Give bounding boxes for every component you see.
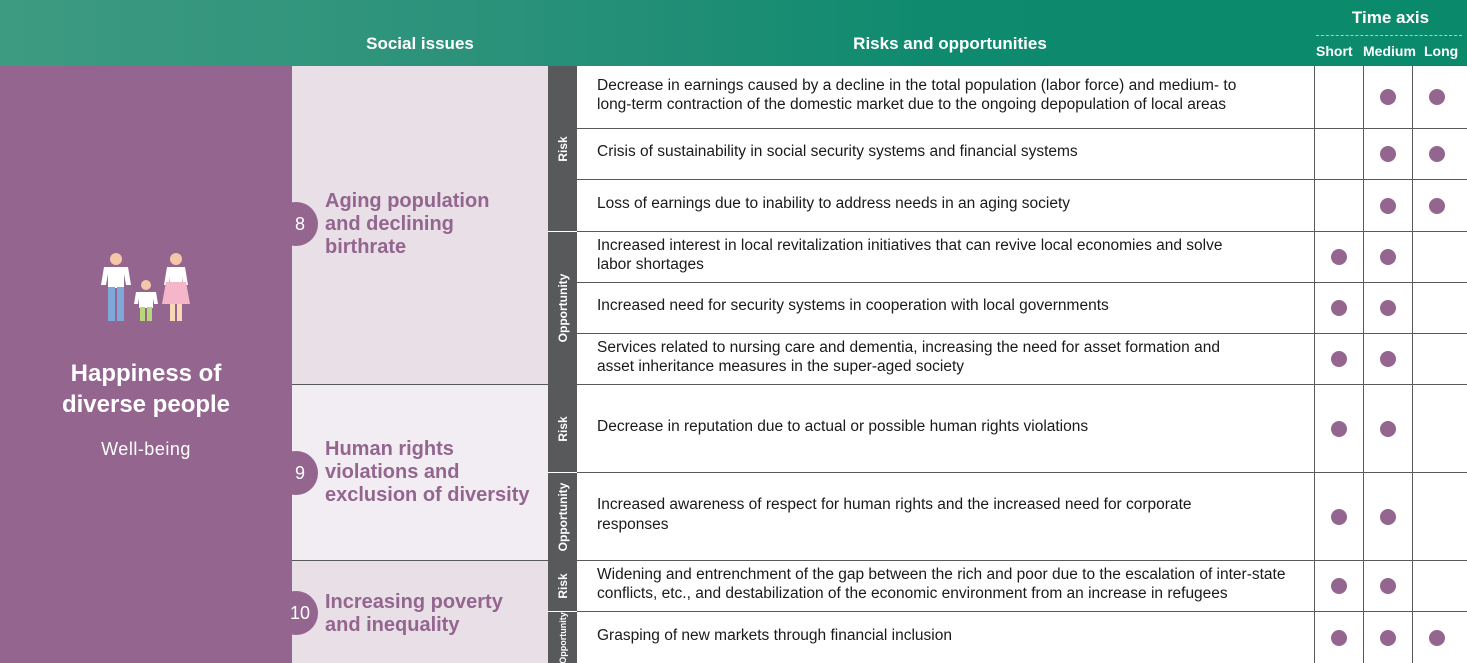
theme-panel <box>0 66 292 663</box>
time-cell-long <box>1412 232 1413 282</box>
time-cell-long <box>1412 66 1413 128</box>
opportunity-tag <box>548 473 577 560</box>
row-text <box>597 142 1302 162</box>
risk-label: Risk <box>555 135 570 162</box>
timeframe-dot-long <box>1429 89 1445 105</box>
issue-title-line: Increasing poverty <box>325 591 503 613</box>
family-icon <box>96 252 196 326</box>
risk-opportunity-row <box>577 283 1467 333</box>
timeframe-dot-short <box>1331 351 1347 367</box>
issue-title-line: Aging population <box>325 190 490 212</box>
time-cell-medium <box>1363 129 1364 179</box>
timeframe-dot-medium <box>1380 89 1396 105</box>
time-cell-short <box>1314 385 1315 472</box>
timeframe-dot-long <box>1429 630 1445 646</box>
risk-opportunity-row <box>577 66 1467 128</box>
issue-number: 8 <box>274 202 318 246</box>
row-text-line: Increased awareness of respect for human rights and the increased need for corporate <box>597 496 1192 513</box>
risk-opportunity-row <box>577 129 1467 179</box>
risk-opportunity-row <box>577 180 1467 231</box>
time-cell-long <box>1412 561 1413 611</box>
time-cell-short <box>1314 612 1315 663</box>
timeframe-dot-medium <box>1380 421 1396 437</box>
risk-opportunity-row <box>577 561 1467 611</box>
issue-title-line: and declining <box>325 213 454 235</box>
time-cell-medium <box>1363 66 1364 128</box>
row-text-line: labor shortages <box>597 256 704 273</box>
risk-label: Risk <box>555 415 570 442</box>
row-text-line: long-term contraction of the domestic market due to the ongoing depopulation of local areas <box>597 96 1226 113</box>
header-short: Short <box>1316 43 1353 59</box>
risk-opportunity-row <box>577 334 1467 384</box>
time-cell-medium <box>1363 180 1364 231</box>
timeframe-dot-short <box>1331 300 1347 316</box>
row-text <box>597 236 1302 275</box>
row-text <box>597 296 1302 316</box>
header-risks-and-opportunities: Risks and opportunities <box>853 34 1047 53</box>
opportunity-label: Opportunity <box>555 482 570 551</box>
risk-opportunity-row <box>577 385 1467 472</box>
issue-title-line: birthrate <box>325 236 407 258</box>
theme-subtitle: Well-being <box>101 439 191 459</box>
row-text <box>597 626 1302 646</box>
timeframe-dot-medium <box>1380 146 1396 162</box>
time-cell-short <box>1314 561 1315 611</box>
opportunity-tag <box>548 612 577 663</box>
timeframe-dot-medium <box>1380 630 1396 646</box>
risk-tag <box>548 561 577 611</box>
header-time-axis: Time axis <box>1351 8 1430 27</box>
time-cell-short <box>1314 66 1315 128</box>
table-header <box>0 0 1467 66</box>
row-text-line: asset inheritance measures in the super-aged society <box>597 358 965 375</box>
issue-9 <box>292 385 548 560</box>
time-cell-long <box>1412 334 1413 384</box>
time-cell-short <box>1314 180 1315 231</box>
timeframe-dot-medium <box>1380 578 1396 594</box>
timeframe-dot-long <box>1429 198 1445 214</box>
issue-number: 10 <box>274 591 318 635</box>
row-text-line: Crisis of sustainability in social security systems and financial systems <box>597 143 1078 161</box>
risk-tag <box>548 385 577 472</box>
timeframe-dot-short <box>1331 421 1347 437</box>
time-cell-short <box>1314 283 1315 333</box>
timeframe-dot-medium <box>1380 351 1396 367</box>
time-cell-long <box>1412 283 1413 333</box>
row-text-line: Increased interest in local revitalization initiatives that can revive local economies and solve <box>597 236 1223 254</box>
time-cell-medium <box>1363 334 1364 384</box>
row-text-line: Loss of earnings due to inability to address needs in an aging society <box>597 194 1071 212</box>
time-cell-medium <box>1363 561 1364 611</box>
opportunity-tag <box>548 232 577 384</box>
time-cell-long <box>1412 180 1413 231</box>
timeframe-dot-medium <box>1380 509 1396 525</box>
row-text-line: Decrease in earnings caused by a decline in the total population (labor force) and medium- to <box>597 76 1237 94</box>
timeframe-dot-medium <box>1380 249 1396 265</box>
issue-number: 9 <box>274 451 318 495</box>
opportunity-label: Opportunity <box>555 273 570 343</box>
row-text <box>597 565 1302 604</box>
time-cell-medium <box>1363 385 1364 472</box>
row-text <box>597 76 1302 115</box>
time-cell-short <box>1314 129 1315 179</box>
timeframe-dot-medium <box>1380 300 1396 316</box>
timeframe-dot-short <box>1331 630 1347 646</box>
issue-8 <box>292 66 548 384</box>
risk-opportunity-row <box>577 612 1467 663</box>
row-text-line: Increased need for security systems in cooperation with local governments <box>597 297 1109 315</box>
issue-title <box>325 190 545 259</box>
theme-title-line: diverse people <box>61 391 231 418</box>
row-text-line: Widening and entrenchment of the gap between the rich and poor due to the escalation of inter-state <box>597 565 1286 583</box>
timeframe-dot-short <box>1331 578 1347 594</box>
opportunity-label: Opportunity <box>557 611 568 663</box>
row-text-line: Decrease in reputation due to actual or possible human rights violations <box>597 417 1089 435</box>
row-text <box>597 338 1302 377</box>
header-medium: Medium <box>1363 43 1416 59</box>
time-cell-medium <box>1363 283 1364 333</box>
time-cell-long <box>1412 129 1413 179</box>
time-cell-medium <box>1363 232 1364 282</box>
row-text-line: Grasping of new markets through financial inclusion <box>597 626 952 644</box>
time-cell-medium <box>1363 612 1364 663</box>
issue-title-line: Human rights <box>325 438 454 460</box>
row-text-line: Services related to nursing care and dementia, increasing the need for asset formation and <box>597 338 1220 356</box>
row-text <box>597 495 1302 534</box>
header-long: Long <box>1424 43 1459 59</box>
timeframe-dot-short <box>1331 249 1347 265</box>
row-text <box>597 194 1302 214</box>
row-text-line: conflicts, etc., and destabilization of the economic environment from an increase in refugees <box>597 585 1228 602</box>
time-axis-divider <box>1316 35 1462 36</box>
issue-title-line: violations and <box>325 461 460 483</box>
timeframe-dot-long <box>1429 146 1445 162</box>
timeframe-dot-medium <box>1380 198 1396 214</box>
theme-title-line: Happiness of <box>70 360 222 387</box>
time-cell-medium <box>1363 473 1364 560</box>
time-cell-short <box>1314 334 1315 384</box>
row-text <box>597 417 1302 437</box>
theme-title <box>0 358 292 420</box>
issue-title-line: exclusion of diversity <box>325 484 530 506</box>
risk-opportunity-row <box>577 232 1467 282</box>
issue-title <box>325 591 545 637</box>
risk-opportunity-row <box>577 473 1467 560</box>
time-cell-long <box>1412 385 1413 472</box>
issue-title <box>325 438 545 507</box>
risk-tag <box>548 66 577 231</box>
risk-label: Risk <box>555 573 570 599</box>
time-cell-long <box>1412 473 1413 560</box>
time-cell-short <box>1314 232 1315 282</box>
timeframe-dot-short <box>1331 509 1347 525</box>
issue-10 <box>289 561 548 663</box>
header-social-issues: Social issues <box>366 34 474 53</box>
time-cell-short <box>1314 473 1315 560</box>
time-cell-long <box>1412 612 1413 663</box>
issue-title-line: and inequality <box>325 614 460 636</box>
row-text-line: responses <box>597 515 669 533</box>
